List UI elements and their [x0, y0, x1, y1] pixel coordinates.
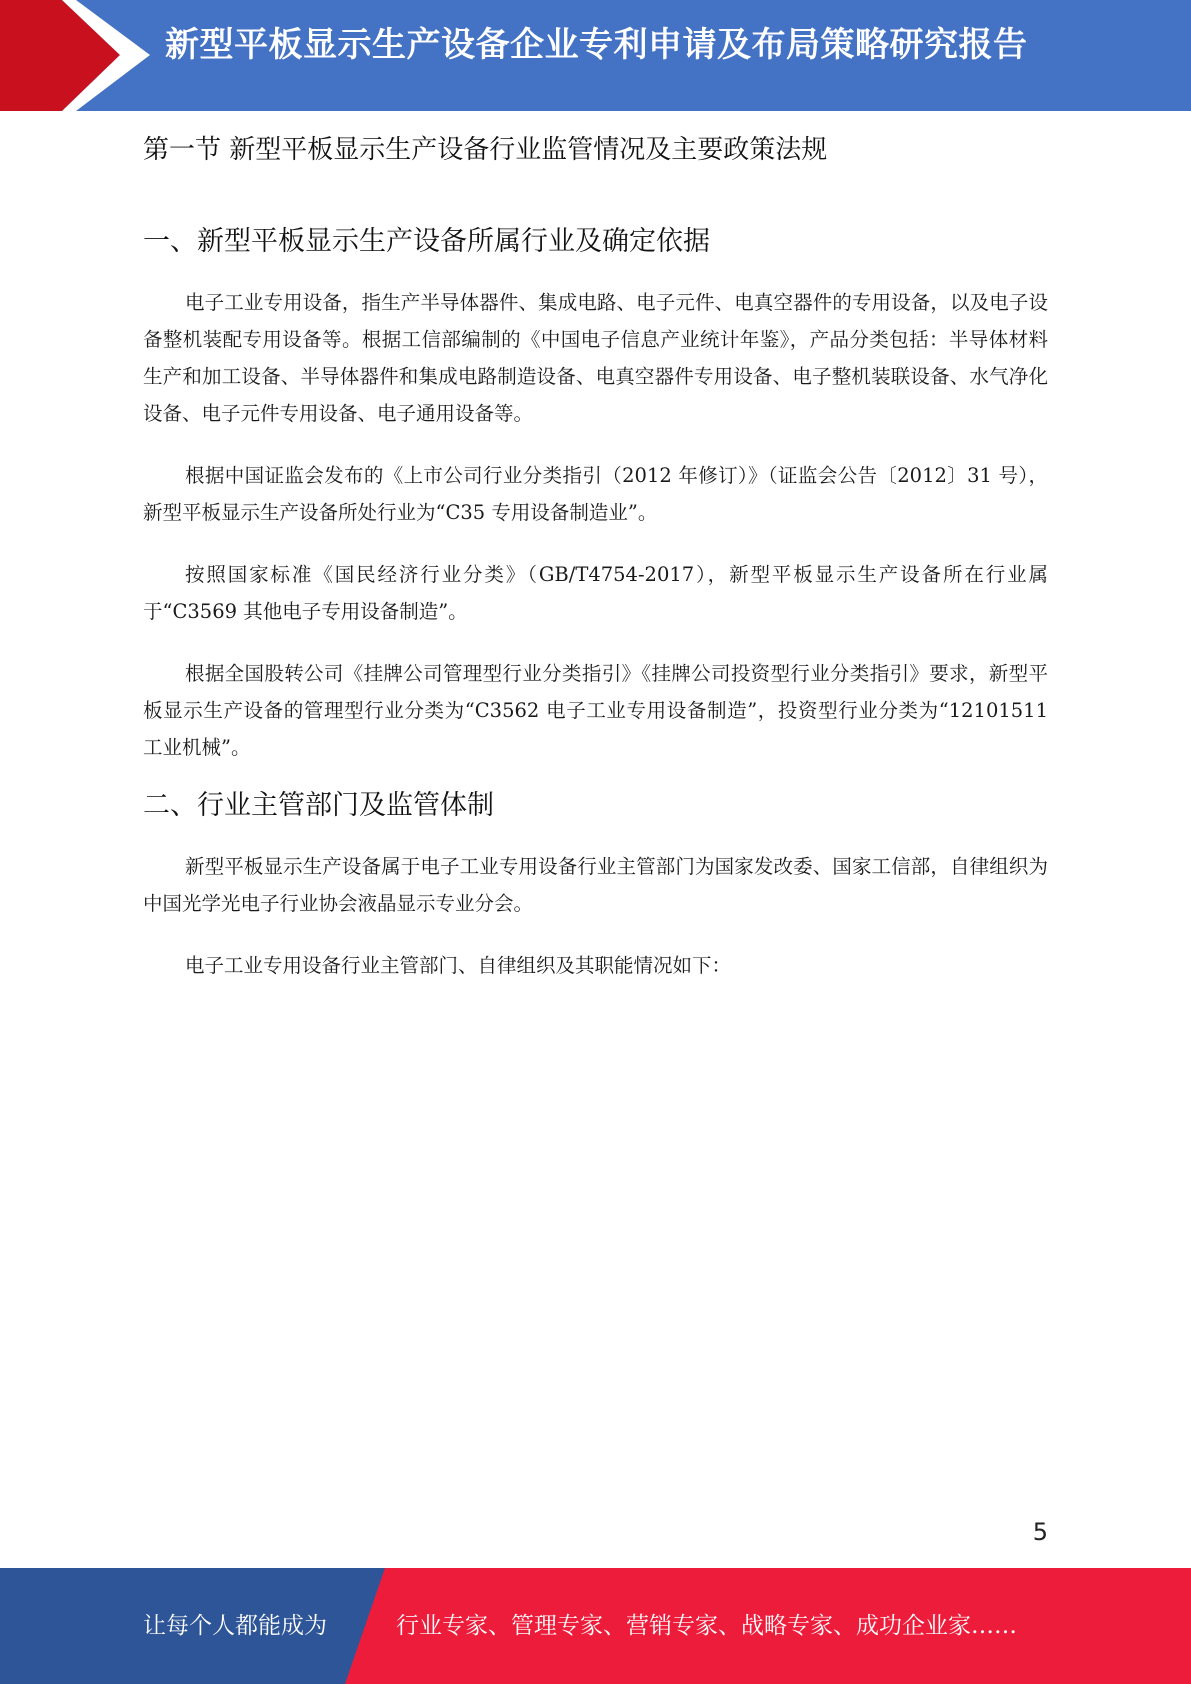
paragraph: 电子工业专用设备，指生产半导体器件、集成电路、电子元件、电真空器件的专用设备，以及电子设备整机装配专用设备等。根据工信部编制的《中国电子信息产业统计年鉴》，产品分类包括：半导体材料生产和加工设备、半导体器件和集成电路制造设备、电真空器件专用设备、电子整机装联设备、水气净化设备、电子元件专用设备、电子通用设备等。 — [143, 291, 1048, 425]
paragraph: 根据全国股转公司《挂牌公司管理型行业分类指引》《挂牌公司投资型行业分类指引》要求，新型平板显示生产设备的管理型行业分类为“C3562 电子工业专用设备制造”，投资型行业分类为“12101511 工业机械”。 — [143, 662, 1048, 759]
paragraph: 按照国家标准《国民经济行业分类》（GB/T4754-2017），新型平板显示生产设备所在行业属于“C3569 其他电子专用设备制造”。 — [143, 563, 1048, 623]
paragraph: 新型平板显示生产设备属于电子工业专用设备行业主管部门为国家发改委、国家工信部，自律组织为中国光学光电子行业协会液晶显示专业分会。 — [143, 855, 1048, 915]
report-header-banner — [0, 0, 1191, 111]
section-title: 第一节 新型平板显示生产设备行业监管情况及主要政策法规 — [143, 135, 828, 165]
footer-banner — [0, 1568, 1191, 1684]
heading-industry-classification: 一、新型平板显示生产设备所属行业及确定依据 — [143, 226, 710, 257]
report-title: 新型平板显示生产设备企业专利申请及布局策略研究报告 — [165, 25, 1028, 65]
paragraph: 根据中国证监会发布的《上市公司行业分类指引（2012 年修订）》（证监会公告〔2012〕31 号），新型平板显示生产设备所处行业为“C35 专用设备制造业”。 — [143, 464, 1048, 524]
header-arrow-decoration — [0, 0, 160, 111]
footer-slogan-left: 让每个人都能成为 — [143, 1613, 327, 1639]
footer-slogan-right: 行业专家、管理专家、营销专家、战略专家、成功企业家…… — [396, 1613, 1017, 1639]
page-content — [143, 128, 1048, 984]
paragraph: 电子工业专用设备行业主管部门、自律组织及其职能情况如下： — [185, 954, 732, 977]
page-number: 5 — [1032, 1518, 1048, 1546]
heading-regulatory-authority: 二、行业主管部门及监管体制 — [143, 790, 494, 821]
